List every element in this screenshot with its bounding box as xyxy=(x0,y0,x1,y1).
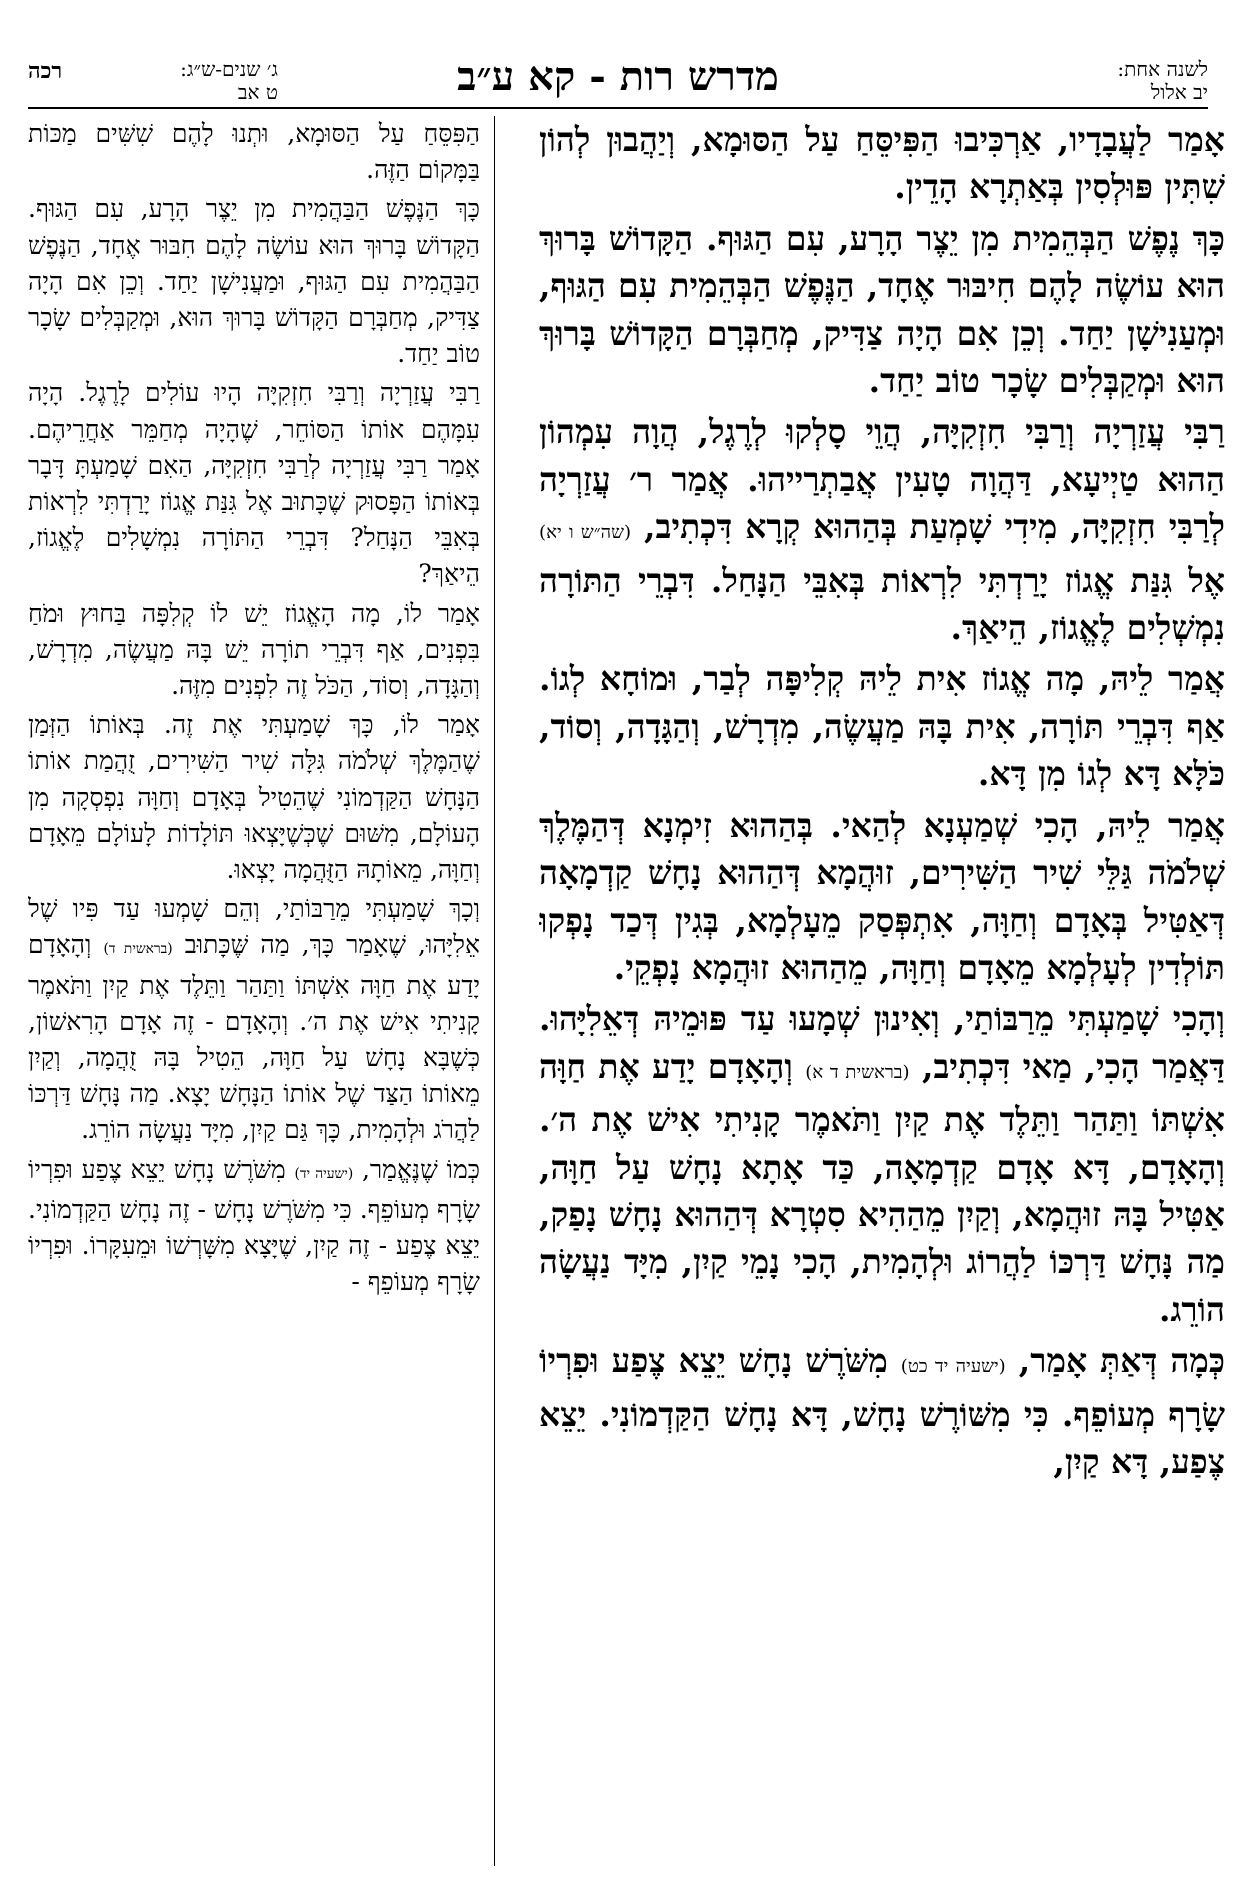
translation-paragraph: אָמַר לוֹ, מָה הָאֱגוֹז יֵשׁ לוֹ קְלִפָּה בַּחוּץ וּמֹחַ בִּפְנִים, אַף דִּבְרֵי תוֹרָה יֵשׁ בָּהּ מַעֲשֶׂה, מִדְרָשׁ, וְהַגָּדָה, וְסוֹד, הַכֹּל זֶה לִפְנִים מִזֶּה. xyxy=(28,598,480,701)
translation-column xyxy=(28,116,480,1866)
schedule-date-three-years: ט אב xyxy=(237,80,278,104)
page-title: מדרש רות - קא ע״ב xyxy=(457,53,779,100)
verse-reference: (ישעיה יד) xyxy=(294,1165,354,1182)
verse-reference: (ישעיה יד כט) xyxy=(900,1356,1006,1378)
daily-schedule-three-years xyxy=(138,58,278,104)
translation-paragraph: הַפִּסֵּחַ עַל הַסּוּמָא, וּתְנוּ לָהֶם שִׁשִּׁים מַכּוֹת בַּמָּקוֹם הַזֶּה. xyxy=(28,119,480,185)
translation-paragraph: אָמַר לוֹ, כָּךְ שָׁמַעְתִּי אֶת זֶה. בְּאוֹתוֹ הַזְּמַן שֶׁהַמֶּלֶךְ שְׁלֹמֹה גִּלָּה שִׁיר הַשִּׁירִים, זֻהֲמַת אוֹתוֹ הַנָּחָשׁ הַקַּדְמוֹנִי שֶׁהֵטִיל בְּאָדָם וְחַוָּה נִפְסְקָה מִן הָעוֹלָם, מִשּׁוּם שֶׁכְּשֶׁיָּצְאוּ תּוֹלָדוֹת לָעוֹלָם מֵאָדָם וְחַוָּה, מֵאוֹתָהּ הַזֻּהֲמָה יָצְאוּ. xyxy=(28,710,480,885)
main-paragraph: אֲמַר לֵיהּ, הָכִי שְׁמַעְנָא לְהַאי. בְּהַהוּא זִימְנָא דְּהַמֶּלֶךְ שְׁלֹמֹה גַּלֵּי שִׁיר הַשִּׁירִים, זוּהֲמָא דְּהַהוּא נָחָשׁ קַדְמָאָה דְּאַטִּיל בְּאָדָם וְחַוָּה, אִתְפְּסַק מֵעָלְמָא, בְּגִין דְּכַד נָפְקוּ תּוֹלְדִין לְעָלְמָא מֵאָדָם וְחַוָּה, מֵהַהוּא זוּהֲמָא נָפְקֵי. xyxy=(539,805,1225,987)
verse-reference: (שה״ש ו יא) xyxy=(539,522,632,544)
translation-paragraph: רַבִּי עֲזַרְיָה וְרַבִּי חִזְקִיָּה הָיוּ עוֹלִים לָרֶגֶל. הָיָה עִמָּהֶם אוֹתוֹ הַסּוֹחֵר, שֶׁהָיָה מְחַמֵּר אַחֲרֵיהֶם. אָמַר רַבִּי עֲזַרְיָה לְרַבִּי חִזְקִיָּה, הַאִם שָׁמַעְתָּ דָּבָר בְּאוֹתוֹ הַפָּסוּק שֶׁכָּתוּב אֶל גִּנַּת אֱגוֹז יָרַדְתִּי לִרְאוֹת בְּאִבֵּי הַנָּחַל? דִּבְרֵי הַתּוֹרָה נִמְשָׁלִים לֶאֱגוֹז, הֵיאַךְ? xyxy=(28,378,480,589)
daily-schedule-one-year xyxy=(1048,58,1208,104)
main-paragraph: אָמַר לַעֲבָדָיו, אַרְכִּיבוּ הַפִּיסֵּחַ עַל הַסּוּמָא, וְיַהֲבוּן לְהוֹן שִׁתִּין פּוּלְסִין בְּאַתְרָא הָדֵין. xyxy=(539,120,1225,207)
main-paragraph: וְהָכִי שָׁמַעְתִּי מֵרַבּוֹתַי, וְאִינוּן שְׁמָעוּ עַד פּוּמֵיהּ דְּאֵלִיָּהוּ. דַּאֲמַר הָכִי, מַאי דִּכְתִיב, (בראשית ד א) וְהָאָדָם יָדַע אֶת חַוָּה אִשְׁתּוֹ וַתַּהַר וַתֵּלֶד אֶת קַיִן וַתֹּאמֶר קָנִיתִי אִישׁ אֶת ה׳. וְהָאָדָם, דָּא אָדָם קַדְמָאָה, כַּד אָתָא נָחָשׁ עַל חַוָּה, אַטִּיל בָּהּ זוּהֲמָא, וְקַיִן מֵהַהִיא סִטְרָא דְּהַהוּא נָחָשׁ נָפַק, מַה נָּחָשׁ דַּרְכּוֹ לַהֲרוֹג וּלְהָמִית, הָכִי נָמֵי קַיִן, מִיָּד נַעֲשָׂה הוֹרֵג. xyxy=(539,999,1225,1329)
main-paragraph: כְּמָה דְּאַתְּ אָמַר, (ישעיה יד כט) מִשֹּׁרֶשׁ נָחָשׁ יֵצֵא צֶפַע וּפִרְיוֹ שָׂרָף מְעוֹפֵף. כִּי מִשּׁוֹרֶשׁ נָחָשׁ, דָּא נָחָשׁ הַקַּדְמוֹנִי. יֵצֵא צֶפַע, דָּא קַיִן, xyxy=(539,1341,1225,1481)
verse-reference: (בראשית ד א) xyxy=(805,1061,910,1083)
main-paragraph: אֲמַר לֵיהּ, מָה אֱגוֹז אִית לֵיהּ קְלִיפָּה לְבַר, וּמוֹחָא לְגוֹ. אַף דִּבְרֵי תּוֹרָה, אִית בָּהּ מַעֲשֶׂה, מִדְרָשׁ, וְהַגָּדָה, וְסוֹד, כֹּלָּא דָּא לְגוֹ מִן דָּא. xyxy=(539,659,1225,794)
schedule-date-one-year: יב אלול xyxy=(1150,80,1208,104)
translation-paragraph: כְּמוֹ שֶׁנֶּאֱמַר, (ישעיה יד) מִשֹּׁרֶשׁ נָחָשׁ יֵצֵא צֶפַע וּפִרְיוֹ שָׂרָף מְעוֹפֵף. כִּי מִשֹּׁרֶשׁ נָחָשׁ - זֶה נָחָשׁ הַקַּדְמוֹנִי. יֵצֵא צֶפַע - זֶה קַיִן, שֶׁיָּצָא מִשָּׁרְשׁוֹ וּמֵעִקָּרוֹ. וּפִרְיוֹ שָׂרָף מְעוֹפֵף - xyxy=(28,1154,480,1297)
main-text-column xyxy=(539,116,1225,1866)
schedule-label-three-years: ג׳ שנים-ש״ג: xyxy=(180,57,278,81)
column-divider xyxy=(494,116,495,1866)
header-divider xyxy=(28,107,1208,109)
schedule-label-one-year: לשנה אחת: xyxy=(1117,57,1208,81)
translation-paragraph: כָּךְ הַנֶּפֶשׁ הַבַּהֲמִית מִן יֵצֶר הָרָע, עִם הַגּוּף. הַקָּדוֹשׁ בָּרוּךְ הוּא עוֹשֶׂה לָהֶם חִבּוּר אֶחָד, הַנֶּפֶשׁ הַבַּהֲמִית עִם הַגּוּף, וּמַעֲנִישָׁן יַחַד. וְכֵן אִם הָיָה צַדִּיק, מְחַבְּרָם הַקָּדוֹשׁ בָּרוּךְ הוּא, וּמְקַבְּלִים שָׂכָר טוֹב יַחַד. xyxy=(28,194,480,369)
main-paragraph: רַבִּי עֲזַרְיָה וְרַבִּי חִזְקִיָּה, הֲוֵי סָלְקוּ לְרֶגֶל, הֲוָה עִמְהוֹן הַהוּא טַיְיעָא, דַּהֲוָה טָעִין אֲבַתְרַייהוּ. אֲמַר ר׳ עֲזַרְיָה לְרַבִּי חִזְקִיָּה, מִידִי שָׁמְעַת בְּהַהוּא קְרָא דִּכְתִיב, (שה״ש ו יא) אֶל גִּנַּת אֱגוֹז יָרַדְתִּי לִרְאוֹת בְּאִבֵּי הַנָּחַל. דִּבְרֵי הַתּוֹרָה נִמְשְׁלִים לֶאֱגוֹז, הֵיאַךְ. xyxy=(539,412,1225,648)
translation-paragraph: וְכָךְ שָׁמַעְתִּי מֵרַבּוֹתַי, וְהֵם שָׁמְעוּ עַד פִּיו שֶׁל אֵלִיָּהוּ, שֶׁאָמַר כָּךְ, מַה שֶּׁכָּתוּב (בראשית ד) וְהָאָדָם יָדַע אֶת חַוָּה אִשְׁתּוֹ וַתַּהַר וַתֵּלֶד אֶת קַיִן וַתֹּאמֶר קָנִיתִי אִישׁ אֶת ה׳. וְהָאָדָם - זֶה אָדָם הָרִאשׁוֹן, כְּשֶׁבָּא נָחָשׁ עַל חַוָּה, הֵטִיל בָּהּ זֻהֲמָה, וְקַיִן מֵאוֹתוֹ הַצַּד שֶׁל אוֹתוֹ הַנָּחָשׁ יָצָא. מַה נָּחָשׁ דַּרְכּוֹ לַהֲרֹג וּלְהָמִית, כָּךְ גַּם קַיִן, מִיָּד נַעֲשָׂה הוֹרֵג. xyxy=(28,894,480,1145)
verse-reference: (בראשית ד) xyxy=(103,941,173,958)
main-paragraph: כָּךְ נֶפֶשׁ הַבְּהֵמִית מִן יֵצֶר הָרָע, עִם הַגּוּף. הַקָּדוֹשׁ בָּרוּךְ הוּא עוֹשֶׂה לָהֶם חִיבּוּר אֶחָד, הַנֶּפֶשׁ הַבְּהֵמִית עִם הַגּוּף, וּמְעַנִישָׁן יַחַד. וְכֵן אִם הָיָה צַדִּיק, מְחַבְּרָם הַקָּדוֹשׁ בָּרוּךְ הוּא וּמְקַבְּלִים שָׂכָר טוֹב יַחַד. xyxy=(539,218,1225,401)
page-header xyxy=(28,52,1208,104)
page-number: רכה xyxy=(28,58,63,84)
